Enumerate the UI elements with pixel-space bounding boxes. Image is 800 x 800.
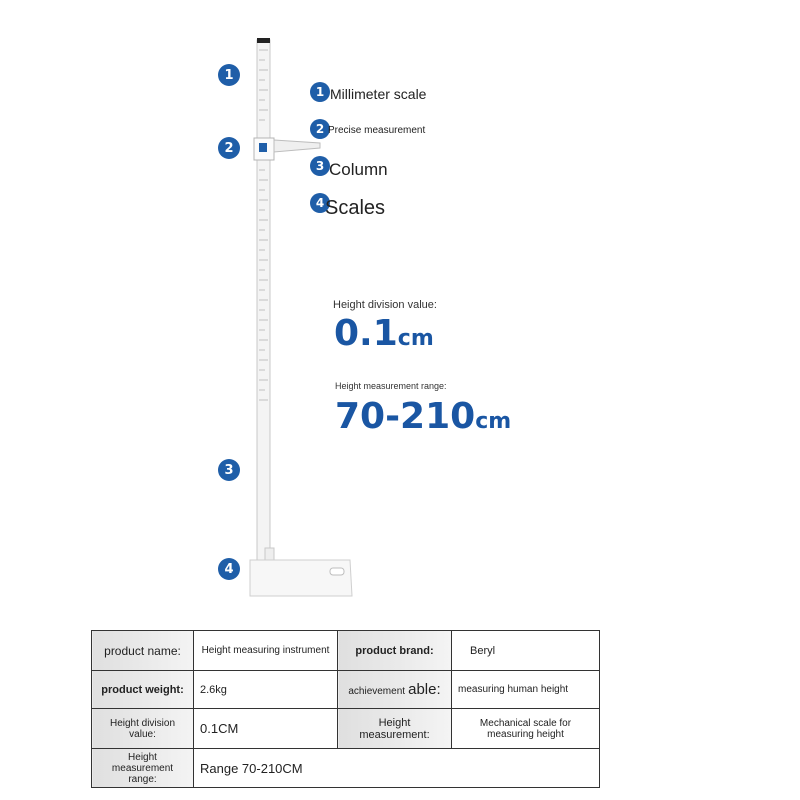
division-value-label: Height division value:: [333, 299, 437, 311]
legend-label-precise-measurement: Precise measurement: [328, 125, 426, 136]
legend-label-scales: Scales: [325, 197, 386, 219]
legend-label-column: Column: [329, 160, 388, 179]
division-value-number: 0.1: [334, 313, 398, 354]
product-weight-value: 2.6kg: [194, 671, 338, 709]
height-measurement-label: Height measurement:: [338, 709, 452, 749]
spec-table: [91, 630, 600, 788]
achievement-label-part1: achievement: [348, 686, 406, 697]
measurement-range-value: [335, 396, 511, 437]
product-name-value: Height measuring instrument: [194, 631, 338, 671]
product-brand-label: product brand:: [338, 631, 452, 671]
product-weight-label: product weight:: [92, 671, 194, 709]
division-value: [334, 313, 434, 354]
legend-badge-2: 2: [310, 119, 330, 139]
legend-label-millimeter-scale: Millimeter scale: [330, 86, 427, 102]
callout-badge-3: 3: [218, 459, 240, 481]
height-division-label: Height division value:: [92, 709, 194, 749]
callout-badge-1: 1: [218, 64, 240, 86]
measurement-range-unit: cm: [475, 409, 512, 434]
measurement-range-number: 70-210: [335, 396, 476, 437]
height-measurement-value: Mechanical scale for measuring height: [452, 709, 600, 749]
measurement-range-table-label: Height measurement range:: [92, 749, 194, 788]
table-row: [92, 631, 600, 671]
table-row: [92, 749, 600, 788]
callout-badge-4: 4: [218, 558, 240, 580]
product-brand-value: Beryl: [452, 631, 600, 671]
height-division-value: 0.1CM: [194, 709, 338, 749]
product-name-label: product name:: [92, 631, 194, 671]
measurement-range-label: Height measurement range:: [335, 381, 447, 391]
achievement-label: [338, 671, 452, 709]
legend-badge-3: 3: [310, 156, 330, 176]
measurement-range-table-value: Range 70-210CM: [194, 749, 600, 788]
division-value-unit: cm: [397, 326, 434, 351]
table-row: [92, 671, 600, 709]
achievement-value: measuring human height: [452, 671, 600, 709]
achievement-label-part2: able:: [408, 681, 441, 698]
callout-badge-2: 2: [218, 137, 240, 159]
table-row: [92, 709, 600, 749]
legend-badge-4: 4: [310, 193, 330, 213]
legend-badge-1: 1: [310, 82, 330, 102]
